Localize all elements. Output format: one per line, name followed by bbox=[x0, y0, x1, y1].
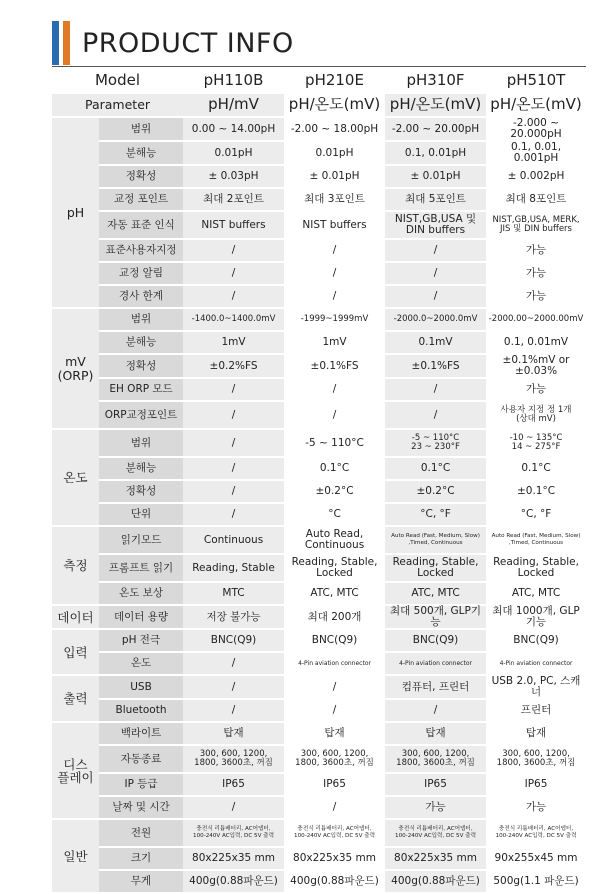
header-cell-model-4: pH510T bbox=[506, 71, 566, 90]
value-cell: -1400.0~1400.0mV bbox=[183, 309, 284, 330]
value-cell: 0.01pH bbox=[284, 142, 385, 164]
table-row bbox=[52, 871, 586, 892]
value-cell: NIST buffers bbox=[183, 212, 284, 238]
value-cell: / bbox=[385, 240, 486, 261]
value-cell: / bbox=[385, 286, 486, 307]
value-cell: 0.1°C bbox=[385, 458, 486, 479]
table-row bbox=[52, 630, 586, 651]
value-cell: 0.1°C bbox=[486, 458, 586, 479]
value-cell: / bbox=[385, 700, 486, 721]
value-cell: / bbox=[183, 481, 284, 502]
value-cell: 최대 1000개, GLP기능 bbox=[486, 606, 586, 628]
feature-label: 범위 bbox=[99, 430, 183, 456]
parameter-cell: pH/온도(mV) bbox=[284, 94, 385, 116]
value-cell: ±0.2°C bbox=[284, 481, 385, 502]
table-row bbox=[52, 379, 586, 400]
value-cell: ± 0.002pH bbox=[486, 166, 586, 187]
feature-label: 교정 포인트 bbox=[99, 189, 183, 210]
category-cell-mv: mV (ORP) bbox=[52, 309, 99, 428]
value-cell: 가능 bbox=[486, 797, 586, 818]
value-cell: / bbox=[385, 402, 486, 428]
value-cell: 가능 bbox=[486, 240, 586, 261]
value-cell: / bbox=[183, 263, 284, 284]
value-cell: / bbox=[284, 402, 385, 428]
value-cell: Auto Read (Fast, Medium, Slow) ,Timed, Continuous bbox=[385, 527, 486, 553]
value-cell: 충전식 리튬배터리, AC어댑터, 100-240V AC입력, DC 5V 출력 bbox=[183, 820, 284, 846]
table-row bbox=[52, 676, 586, 698]
value-cell: 충전식 리튬배터리, AC어댑터, 100-240V AC입력, DC 5V 출력 bbox=[486, 820, 586, 846]
feature-label: USB bbox=[99, 676, 183, 698]
table-row bbox=[52, 583, 586, 604]
value-cell: / bbox=[183, 504, 284, 525]
value-cell: 가능 bbox=[486, 286, 586, 307]
feature-label: 자동종료 bbox=[99, 746, 183, 772]
value-cell: / bbox=[183, 458, 284, 479]
value-cell: -2.00 ~ 20.00pH bbox=[385, 118, 486, 140]
table-row bbox=[52, 402, 586, 428]
value-cell: -1999~1999mV bbox=[284, 309, 385, 330]
value-cell: NIST,GB,USA 및 DIN buffers bbox=[385, 212, 486, 238]
category-cell-output: 출력 bbox=[52, 676, 99, 721]
value-cell: 최대 500개, GLP기능 bbox=[385, 606, 486, 628]
feature-label: pH 전극 bbox=[99, 630, 183, 651]
value-cell: 저장 불가능 bbox=[183, 606, 284, 628]
table-row bbox=[52, 286, 586, 307]
value-cell: 0.1°C bbox=[284, 458, 385, 479]
feature-label: Bluetooth bbox=[99, 700, 183, 721]
value-cell: ±0.1%FS bbox=[284, 355, 385, 377]
value-cell: 가능 bbox=[486, 263, 586, 284]
header-cell-model-2: pH210E bbox=[305, 71, 364, 90]
value-cell: °C, °F bbox=[486, 504, 586, 525]
value-cell: BNC(Q9) bbox=[385, 630, 486, 651]
value-cell: / bbox=[183, 653, 284, 674]
value-cell: Reading, Stable, Locked bbox=[284, 555, 385, 581]
feature-label: 크기 bbox=[99, 848, 183, 869]
feature-label: 분해능 bbox=[99, 142, 183, 164]
table-row bbox=[52, 723, 586, 744]
value-cell: ±0.1%FS bbox=[385, 355, 486, 377]
table-row bbox=[52, 653, 586, 674]
value-cell: 4-Pin aviation connector bbox=[385, 653, 486, 674]
value-cell: ± 0.01pH bbox=[385, 166, 486, 187]
feature-label: IP 등급 bbox=[99, 774, 183, 795]
value-cell: / bbox=[284, 676, 385, 698]
table-row bbox=[52, 527, 586, 553]
feature-label: 범위 bbox=[99, 118, 183, 140]
value-cell: / bbox=[385, 263, 486, 284]
value-cell: 90x255x45 mm bbox=[486, 848, 586, 869]
value-cell: 500g(1.1 파운드) bbox=[486, 871, 586, 892]
value-cell: 80x225x35 mm bbox=[385, 848, 486, 869]
value-cell: ±0.1°C bbox=[486, 481, 586, 502]
header-cell-model-3: pH310F bbox=[406, 71, 465, 90]
value-cell: °C, °F bbox=[385, 504, 486, 525]
feature-label: 자동 표준 인식 bbox=[99, 212, 183, 238]
value-cell: 탑재 bbox=[486, 723, 586, 744]
value-cell: NIST buffers bbox=[284, 212, 385, 238]
value-cell: ±0.2%FS bbox=[183, 355, 284, 377]
value-cell: 가능 bbox=[486, 379, 586, 400]
page-title: PRODUCT INFO bbox=[82, 27, 294, 59]
feature-label: 무게 bbox=[99, 871, 183, 892]
table-row bbox=[52, 555, 586, 581]
value-cell: / bbox=[385, 379, 486, 400]
value-cell: / bbox=[183, 379, 284, 400]
value-cell: 80x225x35 mm bbox=[284, 848, 385, 869]
category-cell-temp: 온도 bbox=[52, 430, 99, 525]
value-cell: 0.1, 0.01, 0.001pH bbox=[486, 142, 586, 164]
value-cell: 0.1mV bbox=[385, 332, 486, 353]
table-row bbox=[52, 746, 586, 772]
table-row bbox=[52, 355, 586, 377]
table-row bbox=[52, 774, 586, 795]
feature-label: 백라이트 bbox=[99, 723, 183, 744]
header-row bbox=[52, 70, 586, 92]
value-cell: / bbox=[183, 286, 284, 307]
category-cell-display: 디스 플레이 bbox=[52, 723, 99, 818]
value-cell: 0.1, 0.01mV bbox=[486, 332, 586, 353]
value-cell: 300, 600, 1200, 1800, 3600초, 꺼짐 bbox=[284, 746, 385, 772]
value-cell: / bbox=[183, 240, 284, 261]
spec-table bbox=[52, 68, 586, 894]
page-header bbox=[52, 20, 294, 66]
table-row bbox=[52, 797, 586, 818]
feature-label: 읽기모드 bbox=[99, 527, 183, 553]
feature-label: 분해능 bbox=[99, 332, 183, 353]
table-row bbox=[52, 212, 586, 238]
value-cell: 400g(0.88파운드) bbox=[183, 871, 284, 892]
feature-label: 전원 bbox=[99, 820, 183, 846]
value-cell: 컴퓨터, 프린터 bbox=[385, 676, 486, 698]
title-divider bbox=[52, 66, 586, 67]
feature-label: 경사 한계 bbox=[99, 286, 183, 307]
table-row bbox=[52, 458, 586, 479]
table-row bbox=[52, 606, 586, 628]
value-cell: / bbox=[183, 402, 284, 428]
value-cell: 80x225x35 mm bbox=[183, 848, 284, 869]
value-cell: -2.000 ~ 20.000pH bbox=[486, 118, 586, 140]
feature-label: ORP교정포인트 bbox=[99, 402, 183, 428]
category-cell-measure: 측정 bbox=[52, 527, 99, 604]
value-cell: -2000.0~2000.0mV bbox=[385, 309, 486, 330]
value-cell: 가능 bbox=[385, 797, 486, 818]
table-row bbox=[52, 481, 586, 502]
value-cell: 4-Pin aviation connector bbox=[284, 653, 385, 674]
table-row bbox=[52, 189, 586, 210]
header-cell-model-1: pH110B bbox=[203, 71, 264, 90]
value-cell: / bbox=[284, 797, 385, 818]
value-cell: ±0.2°C bbox=[385, 481, 486, 502]
value-cell: / bbox=[284, 286, 385, 307]
value-cell: 충전식 리튬배터리, AC어댑터, 100-240V AC입력, DC 5V 출력 bbox=[385, 820, 486, 846]
value-cell: Reading, Stable bbox=[183, 555, 284, 581]
value-cell: 최대 2포인트 bbox=[183, 189, 284, 210]
value-cell: 프린터 bbox=[486, 700, 586, 721]
feature-label: 날짜 및 시간 bbox=[99, 797, 183, 818]
table-row bbox=[52, 820, 586, 846]
value-cell: USB 2.0, PC, 스캐너 bbox=[486, 676, 586, 698]
orange-accent-bar bbox=[63, 21, 70, 65]
table-row bbox=[52, 142, 586, 164]
category-cell-general: 일반 bbox=[52, 820, 99, 892]
feature-label: 온도 보상 bbox=[99, 583, 183, 604]
value-cell: IP65 bbox=[486, 774, 586, 795]
value-cell: 300, 600, 1200, 1800, 3600초, 꺼짐 bbox=[385, 746, 486, 772]
value-cell: ± 0.01pH bbox=[284, 166, 385, 187]
blue-accent-bar bbox=[52, 21, 59, 65]
feature-label: 온도 bbox=[99, 653, 183, 674]
header-cell-model: Model bbox=[94, 71, 141, 90]
parameter-cell: pH/mV bbox=[183, 94, 284, 116]
value-cell: 0.1, 0.01pH bbox=[385, 142, 486, 164]
parameter-label: Parameter bbox=[52, 94, 183, 116]
value-cell: 최대 3포인트 bbox=[284, 189, 385, 210]
value-cell: 400g(0.88파운드) bbox=[385, 871, 486, 892]
value-cell: -5 ~ 110°C 23 ~ 230°F bbox=[385, 430, 486, 456]
value-cell: ATC, MTC bbox=[385, 583, 486, 604]
table-row bbox=[52, 700, 586, 721]
value-cell: -5 ~ 110°C bbox=[284, 430, 385, 456]
feature-label: 정확성 bbox=[99, 166, 183, 187]
value-cell: BNC(Q9) bbox=[284, 630, 385, 651]
value-cell: IP65 bbox=[385, 774, 486, 795]
value-cell: 탑재 bbox=[183, 723, 284, 744]
table-row bbox=[52, 504, 586, 525]
value-cell: / bbox=[183, 700, 284, 721]
value-cell: Reading, Stable, Locked bbox=[486, 555, 586, 581]
value-cell: °C bbox=[284, 504, 385, 525]
value-cell: / bbox=[284, 263, 385, 284]
feature-label: 정확성 bbox=[99, 481, 183, 502]
value-cell: / bbox=[284, 700, 385, 721]
value-cell: 최대 8포인트 bbox=[486, 189, 586, 210]
value-cell: Continuous bbox=[183, 527, 284, 553]
feature-label: 데이터 용량 bbox=[99, 606, 183, 628]
value-cell: 0.01pH bbox=[183, 142, 284, 164]
value-cell: -2000.00~2000.00mV bbox=[486, 309, 586, 330]
value-cell: 사용자 지정 정 1개 (상대 mV) bbox=[486, 402, 586, 428]
value-cell: NIST,GB,USA, MERK, JIS 및 DIN buffers bbox=[486, 212, 586, 238]
value-cell: ATC, MTC bbox=[284, 583, 385, 604]
value-cell: 300, 600, 1200, 1800, 3600초, 꺼짐 bbox=[486, 746, 586, 772]
feature-label: 프롬프트 읽기 bbox=[99, 555, 183, 581]
parameter-row bbox=[52, 94, 586, 116]
value-cell: / bbox=[284, 240, 385, 261]
parameter-cell: pH/온도(mV) bbox=[385, 94, 486, 116]
value-cell: / bbox=[183, 430, 284, 456]
value-cell: 400g(0.88파운드) bbox=[284, 871, 385, 892]
value-cell: ± 0.03pH bbox=[183, 166, 284, 187]
feature-label: 분해능 bbox=[99, 458, 183, 479]
value-cell: Auto Read, Continuous bbox=[284, 527, 385, 553]
value-cell: ATC, MTC bbox=[486, 583, 586, 604]
table-row bbox=[52, 332, 586, 353]
value-cell: IP65 bbox=[183, 774, 284, 795]
value-cell: 충전식 리튬배터리, AC어댑터, 100-240V AC입력, DC 5V 출력 bbox=[284, 820, 385, 846]
table-row bbox=[52, 430, 586, 456]
table-row bbox=[52, 848, 586, 869]
value-cell: / bbox=[183, 797, 284, 818]
value-cell: 300, 600, 1200, 1800, 3600초, 꺼짐 bbox=[183, 746, 284, 772]
feature-label: 표준사용자지정 bbox=[99, 240, 183, 261]
value-cell: MTC bbox=[183, 583, 284, 604]
category-cell-data: 데이터 bbox=[52, 606, 99, 628]
value-cell: 탑재 bbox=[385, 723, 486, 744]
value-cell: 1mV bbox=[284, 332, 385, 353]
value-cell: -2.00 ~ 18.00pH bbox=[284, 118, 385, 140]
category-cell-input: 입력 bbox=[52, 630, 99, 674]
value-cell: BNC(Q9) bbox=[183, 630, 284, 651]
table-row bbox=[52, 166, 586, 187]
parameter-cell: pH/온도(mV) bbox=[486, 94, 586, 116]
value-cell: / bbox=[284, 379, 385, 400]
category-cell-ph: pH bbox=[52, 118, 99, 307]
value-cell: BNC(Q9) bbox=[486, 630, 586, 651]
value-cell: 최대 5포인트 bbox=[385, 189, 486, 210]
value-cell: Auto Read (Fast, Medium, Slow) ,Timed, Continuous bbox=[486, 527, 586, 553]
feature-label: EH ORP 모드 bbox=[99, 379, 183, 400]
table-row bbox=[52, 309, 586, 330]
value-cell: -10 ~ 135°C 14 ~ 275°F bbox=[486, 430, 586, 456]
table-row bbox=[52, 240, 586, 261]
value-cell: 0.00 ~ 14.00pH bbox=[183, 118, 284, 140]
value-cell: IP65 bbox=[284, 774, 385, 795]
value-cell: 4-Pin aviation connector bbox=[486, 653, 586, 674]
feature-label: 정확성 bbox=[99, 355, 183, 377]
value-cell: 최대 200개 bbox=[284, 606, 385, 628]
feature-label: 단위 bbox=[99, 504, 183, 525]
value-cell: 탑재 bbox=[284, 723, 385, 744]
value-cell: ±0.1%mV or ±0.03% bbox=[486, 355, 586, 377]
feature-label: 범위 bbox=[99, 309, 183, 330]
table-row bbox=[52, 263, 586, 284]
feature-label: 교정 알림 bbox=[99, 263, 183, 284]
value-cell: 1mV bbox=[183, 332, 284, 353]
value-cell: Reading, Stable, Locked bbox=[385, 555, 486, 581]
table-row bbox=[52, 118, 586, 140]
value-cell: / bbox=[183, 676, 284, 698]
